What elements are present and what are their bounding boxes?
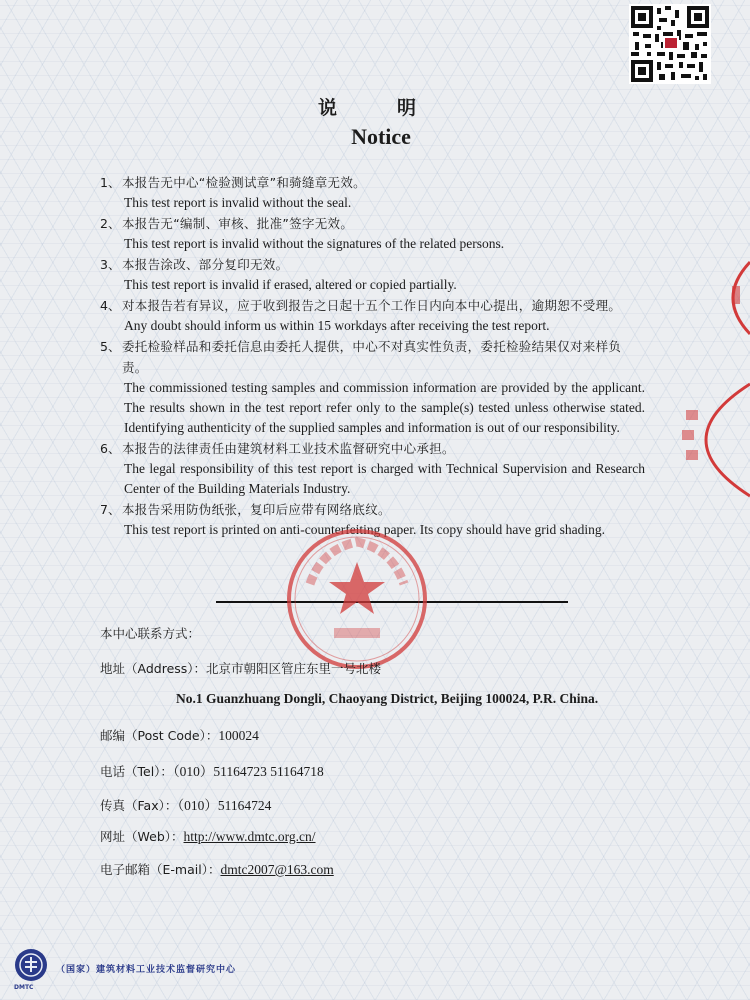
qr-code-icon	[629, 4, 711, 84]
email-row	[100, 860, 334, 878]
page-title-en	[0, 124, 750, 150]
notice-item-1	[100, 172, 645, 213]
title-cn-char-1: 说	[318, 97, 340, 119]
item-text-en: This test report is invalid if erased, altered or copied partially.	[124, 277, 457, 292]
contact-heading: 本中心联系方式：	[100, 626, 201, 641]
notice-item-6	[100, 438, 645, 499]
notice-list	[100, 172, 645, 540]
title-cn-char-2: 明	[397, 97, 419, 119]
item-text-en: The commissioned testing samples and commission information are provided by the applicant. The results shown in the test report refer only to the sample(s) tested unless otherwise stated. Identifying authenticity of the supplied samples and information is out of our responsibility.	[124, 380, 645, 435]
postcode-label: 邮编（Post Code）：	[100, 728, 219, 743]
edge-seal-fragment-icon	[660, 380, 750, 500]
notice-item-5	[100, 336, 645, 438]
organization-logo-icon	[14, 948, 48, 982]
item-text-en: Any doubt should inform us within 15 workdays after receiving the test report.	[124, 318, 550, 333]
fax-value: （010）51164724	[177, 798, 272, 813]
item-number: 4、	[100, 298, 121, 313]
item-text-en: This test report is invalid without the signatures of the related persons.	[124, 236, 505, 251]
item-text-cn: 本报告无“编制、审核、批准”签字无效。	[122, 216, 354, 231]
address-cn: 北京市朝阳区管庄东里一号北楼	[206, 661, 382, 676]
item-text-cn: 委托检验样品和委托信息由委托人提供，中心不对真实性负责，委托检验结果仅对来样负责。	[122, 339, 622, 375]
item-text-en: This test report is printed on anti-counterfeiting paper. Its copy should have grid shading.	[124, 522, 606, 537]
official-seal-icon	[282, 524, 432, 674]
email-label: 电子邮箱（E-mail）：	[100, 862, 221, 877]
title-en-text: Notice	[351, 124, 411, 149]
web-link[interactable]: http://www.dmtc.org.cn/	[183, 829, 316, 844]
web-row	[100, 827, 316, 845]
item-number: 6、	[100, 441, 121, 456]
item-text-cn: 本报告涂改、部分复印无效。	[122, 257, 289, 272]
postcode-row	[100, 726, 259, 744]
postcode-value: 100024	[218, 728, 259, 743]
item-text-cn: 对本报告若有异议，应于收到报告之日起十五个工作日内向本中心提出，逾期恕不受理。	[122, 298, 622, 313]
fax-row	[100, 794, 271, 814]
tel-label: 电话（Tel）：	[100, 764, 173, 779]
notice-item-3	[100, 254, 645, 295]
web-label: 网址（Web）：	[100, 829, 184, 844]
item-number: 2、	[100, 216, 121, 231]
footer	[14, 948, 314, 996]
item-text-cn: 本报告无中心“检验测试章”和骑缝章无效。	[122, 175, 366, 190]
fax-label: 传真（Fax）：	[100, 798, 178, 813]
item-text-cn: 本报告的法律责任由建筑材料工业技术监督研究中心承担。	[122, 441, 455, 456]
tel-value: （010）51164723 51164718	[172, 764, 324, 779]
email-link[interactable]: dmtc2007@163.com	[220, 862, 334, 877]
item-number: 5、	[100, 339, 121, 354]
notice-item-2	[100, 213, 645, 254]
address-en: No.1 Guanzhuang Dongli, Chaoyang District, Beijing 100024, P.R. China.	[176, 691, 599, 706]
item-number: 7、	[100, 502, 121, 517]
item-number: 1、	[100, 175, 121, 190]
item-text-en: This test report is invalid without the seal.	[124, 195, 352, 210]
item-text-en: The legal responsibility of this test report is charged with Technical Supervision and Research Center of the Building Materials Industry.	[124, 461, 645, 496]
item-text-cn: 本报告采用防伪纸张，复印后应带有网络底纹。	[122, 502, 391, 517]
edge-seal-fragment-icon	[702, 258, 750, 338]
address-label: 地址（Address）：	[100, 661, 207, 676]
item-number: 3、	[100, 257, 121, 272]
notice-item-4	[100, 295, 645, 336]
logo-caption: DMTC	[14, 984, 34, 991]
address-row	[100, 659, 381, 677]
footer-org-name: （国家）建筑材料工业技术监督研究中心	[56, 965, 237, 975]
tel-row	[100, 760, 324, 780]
